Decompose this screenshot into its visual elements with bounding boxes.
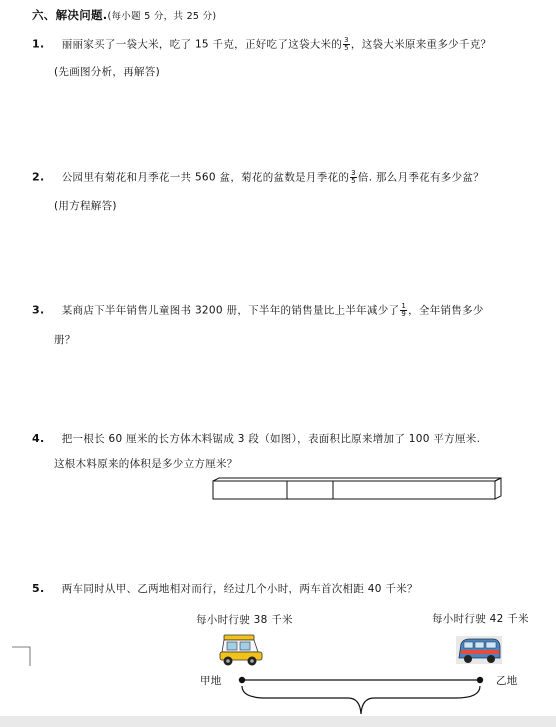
speed-label-right: 每小时行驶 42 千米: [432, 613, 529, 625]
fraction: [400, 303, 407, 318]
question-3: [32, 303, 484, 318]
question-text: 公园里有菊花和月季花一共 560 盆，菊花的盆数是月季花的: [61, 171, 350, 184]
place-label-right: 乙地: [496, 675, 518, 687]
question-text: 把一根长 60 厘米的长方体木料锯成 3 段（如图），表面积比原来增加了 100 平方厘米.: [61, 433, 481, 445]
fraction-denominator: 5: [344, 44, 349, 52]
question-number: 3.: [32, 303, 45, 317]
speed-label-left: 每小时行驶 38 千米: [196, 614, 293, 626]
question-number: 2.: [32, 170, 45, 184]
question-text: 两车同时从甲、乙两地相对而行，经过几个小时，两车首次相距 40 千米？: [61, 583, 418, 595]
page-bottom-edge: [0, 716, 556, 727]
question-text: 某商店下半年销售儿童图书 3200 册，下半年的销售量比上半年减少了: [61, 304, 400, 317]
question-2: [32, 170, 484, 185]
question-4: [32, 432, 480, 446]
question-text-cont: ，全年销售多少: [408, 304, 484, 317]
question-text-cont: 倍. 那么月季花有多少盆？: [357, 171, 484, 184]
end-point: [477, 677, 483, 683]
question-3-line2: 册？: [54, 334, 76, 346]
question-2-hint: (用方程解答): [54, 200, 117, 212]
fraction-numerator: 3: [344, 36, 349, 44]
fraction: [350, 170, 357, 185]
cuboid-side-face: [495, 478, 501, 499]
crop-mark: [12, 646, 32, 666]
question-text: 丽丽家买了一袋大米，吃了 15 千克，正好吃了这袋大米的: [61, 38, 343, 51]
fraction-denominator: 9: [401, 310, 407, 318]
fraction-numerator: 1: [401, 302, 407, 310]
taxi-car-icon: [218, 632, 264, 666]
cuboid-front-face: [213, 481, 495, 499]
section-title-text: 六、解决问题.: [32, 8, 108, 22]
start-point: [239, 677, 245, 683]
place-label-left: 甲地: [200, 675, 222, 687]
question-5: [32, 582, 418, 596]
fraction-numerator: 3: [351, 169, 356, 177]
total-distance-brace: [242, 686, 480, 714]
van-car-icon: [455, 634, 503, 666]
section-title: [32, 8, 216, 24]
question-1: [32, 37, 491, 52]
question-number: 4.: [32, 432, 45, 445]
question-number: 1.: [32, 37, 45, 51]
question-text-cont: ，这袋大米原来重多少千克？: [350, 38, 492, 51]
question-4-line2: 这根木料原来的体积是多少立方厘米？: [54, 458, 238, 470]
question-number: 5.: [32, 582, 45, 595]
distance-diagram: [236, 672, 488, 720]
fraction: [343, 37, 350, 52]
fraction-denominator: 5: [351, 177, 356, 185]
question-1-hint: (先画图分析，再解答): [54, 66, 160, 78]
section-score-note: (每小题 5 分，共 25 分): [107, 11, 217, 22]
cuboid-figure: [205, 474, 505, 504]
